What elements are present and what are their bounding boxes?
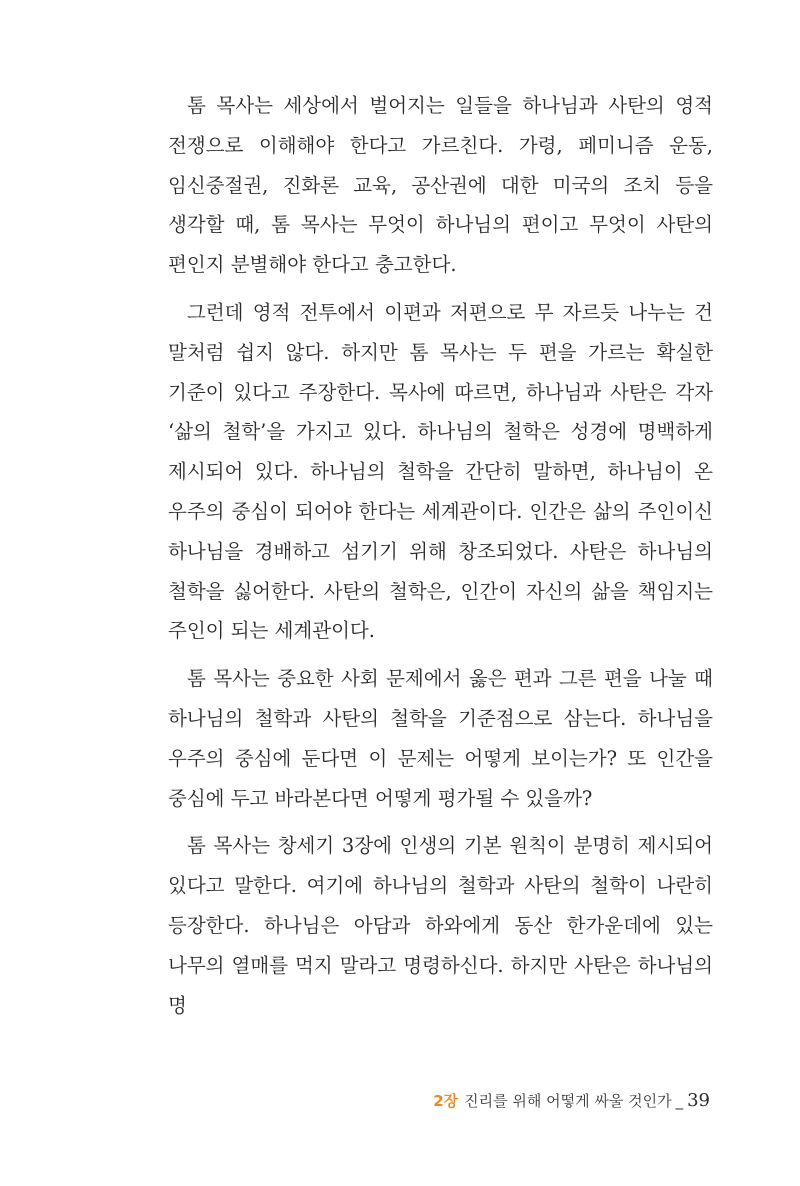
footer-separator: _	[675, 1092, 684, 1110]
page-number: 39	[687, 1090, 710, 1111]
chapter-title: 진리를 위해 어떻게 싸울 것인가	[464, 1092, 672, 1110]
paragraph-1: 톰 목사는 세상에서 벌어지는 일들을 하나님과 사탄의 영적 전쟁으로 이해해야 한다고 가르친다. 가령, 페미니즘 운동, 임신중절권, 진화론 교육, 공산권에 대한 미국의 조치 등을 생각할 때, 톰 목사는 무엇이 하나님의 편이고 무엇이 사탄의 편인지 분별해야 한다고 충고한다.	[168, 94, 713, 277]
chapter-number: 2장	[433, 1092, 459, 1110]
paragraph-3: 톰 목사는 중요한 사회 문제에서 옳은 편과 그른 편을 나눌 때 하나님의 철학과 사탄의 철학을 기준점으로 삼는다. 하나님을 우주의 중심에 둔다면 이 문제는 어떻게 보이는가? 또 인간을 중심에 두고 바라본다면 어떻게 평가될 수 있을까?	[168, 667, 713, 810]
page-footer	[433, 1090, 710, 1111]
paragraph-2: 그런데 영적 전투에서 이편과 저편으로 무 자르듯 나누는 건 말처럼 쉽지 않다. 하지만 톰 목사는 두 편을 가르는 확실한 기준이 있다고 주장한다. 목사에 따르면, 하나님과 사탄은 각자 ‘삶의 철학’을 가지고 있다. 하나님의 철학은 성경에 명백하게 제시되어 있다. 하나님의 철학을 간단히 말하면, 하나님이 온 우주의 중심이 되어야 한다는 세계관이다. 인간은 삶의 주인이신 하나님을 경배하고 섬기기 위해 창조되었다. 사탄은 하나님의 철학을 싫어한다. 사탄의 철학은, 인간이 자신의 삶을 책임지는 주인이 되는 세계관이다.	[168, 300, 713, 643]
body-text	[168, 86, 713, 1033]
paragraph-4: 톰 목사는 창세기 3장에 인생의 기본 원칙이 분명히 제시되어 있다고 말한다. 여기에 하나님의 철학과 사탄의 철학이 나란히 등장한다. 하나님은 아담과 하와에게 동산 한가운데에 있는 나무의 열매를 먹지 말라고 명령하신다. 하지만 사탄은 하나님의 명	[168, 834, 713, 1017]
